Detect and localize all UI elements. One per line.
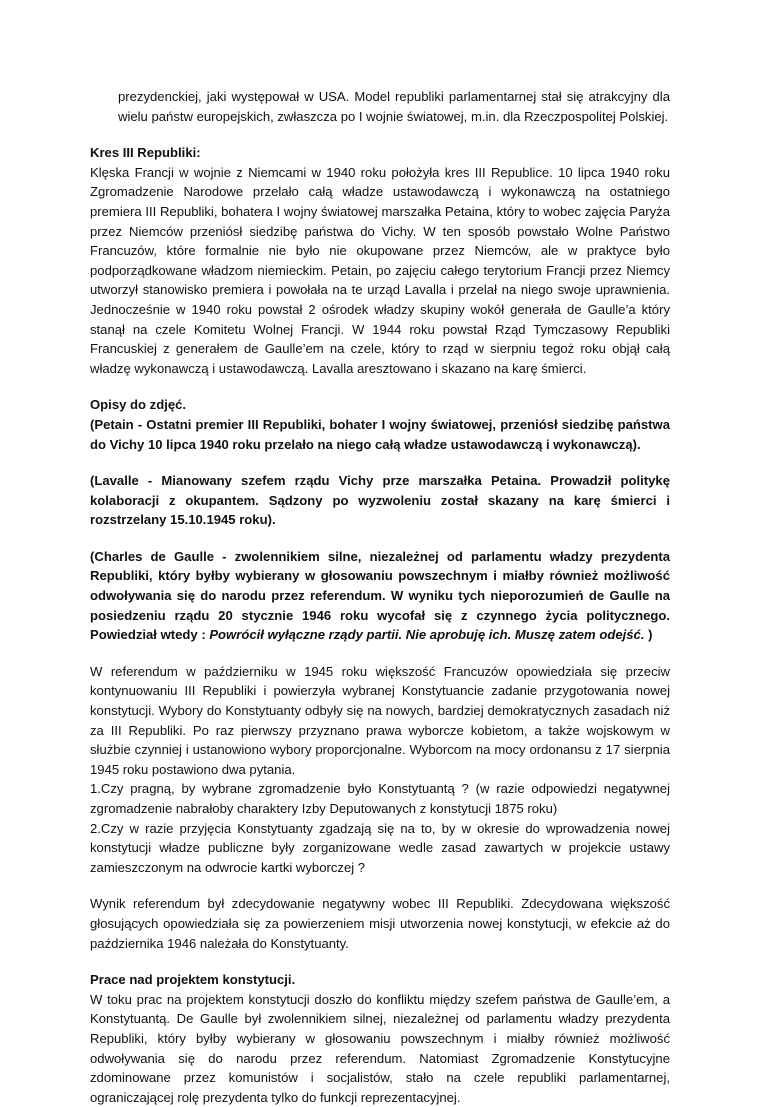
caption-petain: (Petain - Ostatni premier III Republiki, bohater I wojny światowej, przeniósł siedzibę państwa do Vichy 10 lipca 1940 roku przelało na niego całą władze ustawodawczą i wykonawczą). bbox=[90, 416, 670, 452]
heading-end-of-republic: Kres III Republiki: bbox=[90, 145, 201, 161]
referendum-question-1: 1.Czy pragną, by wybrane zgromadzenie było Konstytuantą ? (w razie odpowiedzi negatywnej zgromadzenie nabrałoby charaktery Izby Deputowanych z konstytucji 1875 roku) bbox=[90, 781, 670, 816]
caption-de-gaulle bbox=[90, 547, 670, 645]
constitution-work-paragraph: W toku prac na projektem konstytucji doszło do konfliktu między szefem państwa de Gaulle’em, a Konstytuantą. De Gaulle był zwolennikiem silnej, niezależnej od parlamentu władzy prezydenta Republiki, który byłby wybierany w głosowaniu powszechnym i miałby również możliwość odwoływania się do narodu przez referendum. Natomiast Zgromadzenie Konstytucyjne zdominowane przez komunistów i socjalistów, stało na czele republiki parlamentarnej, ograniczającej rolę prezydenta tylko do funkcji reprezentacyjnej. bbox=[90, 991, 670, 1105]
referendum-question-2: 2.Czy w razie przyjęcia Konstytuanty zgadzają się na to, by w okresie do wprowadzenia nowej konstytucji władze publiczne były zorganizowane wedle zasad zawartych w projekcie ustawy zamieszczonym na odwrocie kartki wyborczej ? bbox=[90, 820, 670, 875]
referendum-paragraph: W referendum w październiku w 1945 roku większość Francuzów opowiedziała się przeciw kontynuowaniu III Republiki i powierzyła wybranej Konstytuancie zadanie przygotowania nowej konstytucji. Wybory do Konstytuanty odbyły się na nowych, bardziej demokratycznych zasadach niż za III Republiki. Po raz pierwszy przyznano prawa wyborcze kobietom, a także wojskowym w służbie czynniej i ustanowiono wybory proporcjonalne. Wyborcom na mocy ordonansu z 17 sierpnia 1945 roku postawiono dwa pytania. bbox=[90, 663, 670, 777]
caption-de-gaulle-quote: Powrócił wyłączne rządy partii. Nie aprobuję ich. Muszę zatem odejść. bbox=[209, 627, 645, 643]
end-of-republic-paragraph: Klęska Francji w wojnie z Niemcami w 1940 roku położyła kres III Republice. 10 lipca 1940 roku Zgromadzenie Narodowe przelało całą władze ustawodawczą i wykonawczą na ostatniego premiera III Republiki, bohatera I wojny światowej marszałka Petaina, który to wobec zajęcia Paryża przez Niemców przeniósł siedzibę państwa do Vichy. W ten sposób powstało Wolne Państwo Francuzów, które formalnie nie było nie okupowane przez Niemców, ale w praktyce było podporządkowane władzom niemieckim. Petain, po zajęciu całego terytorium Francji przez Niemcy utworzył stanowisko premiera i powołała na te urząd Lavalla i przelał na niego swoje uprawnienia. Jednocześnie w 1940 roku powstał 2 ośrodek władzy skupiny wokół generała de Gaulle’a który stanął na czele Komitetu Wolnej Francji. W 1944 roku powstał Rząd Tymczasowy Republiki Francuskiej z generałem de Gaulle’em na czele, który to rząd w sierpniu tegoż roku objął całą władzę wykonawczą i ustawodawczą. Lavalla aresztowano i skazano na karę śmierci. bbox=[90, 164, 670, 376]
caption-laval: (Lavalle - Mianowany szefem rządu Vichy prze marszałka Petaina. Prowadził politykę kolaboracji z okupantem. Sądzony po wyzwoleniu został skazany na karę śmierci i rozstrzelany 15.10.1945 roku). bbox=[90, 473, 670, 528]
referendum-result-paragraph: Wynik referendum był zdecydowanie negatywny wobec III Republiki. Zdecydowana większość głosujących opowiedziała się za powierzeniem misji utworzenia nowej konstytucji, w efekcie aż do października 1946 należała do Konstytuanty. bbox=[90, 896, 670, 951]
heading-photo-captions: Opisy do zdjęć. bbox=[90, 397, 187, 413]
caption-de-gaulle-text: (Charles de Gaulle - zwolennikiem silne, niezależnej od parlamentu władzy prezydenta Republiki, który byłby wybierany w głosowaniu powszechnym i miałby również możliwość odwoływania się do narodu przez referendum. W wyniku tych nieporozumień de Gaulle na posiedzeniu rządu 20 stycznie 1946 roku wycofał się z czynnego życia politycznego. Powiedział wtedy : bbox=[90, 548, 670, 643]
heading-constitution-work: Prace nad projektem konstytucji. bbox=[90, 972, 296, 988]
caption-de-gaulle-close: ) bbox=[644, 627, 653, 643]
intro-paragraph: prezydenckiej, jaki występował w USA. Model republiki parlamentarnej stał się atrakcyjny dla wielu państw europejskich, zwłaszcza po I wojnie światowej, m.in. dla Rzeczpospolitej Polskiej. bbox=[118, 89, 670, 124]
